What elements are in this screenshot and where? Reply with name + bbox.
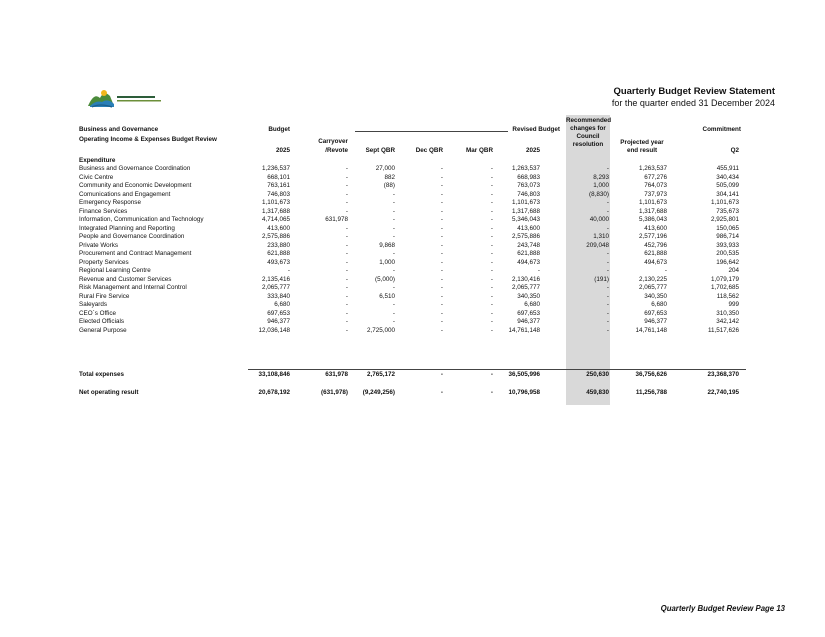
cell-sept-qbr: 9,868: [379, 241, 395, 249]
cell-sept-qbr: -: [392, 199, 395, 206]
cell-revised-budget: 668,983: [517, 173, 540, 181]
cell-mar-qbr: -: [490, 258, 493, 266]
cell-recommended: 8,293: [593, 173, 609, 181]
cell-sept-qbr: (9,249,256): [362, 389, 395, 396]
cell-commitment-q2: 310,350: [716, 309, 739, 317]
row-label: Risk Management and Internal Control: [79, 284, 187, 291]
cell-revised-budget: 2,575,886: [511, 233, 540, 240]
cell-projected: 2,130,225: [638, 275, 667, 283]
cell-revised-budget: 36,505,996: [508, 371, 540, 378]
cell-budget: 33,108,846: [258, 371, 290, 378]
row-label: Comunications and Engagement: [79, 190, 171, 198]
cell-carryover: -: [345, 224, 348, 232]
cell-commitment-q2: 2,925,801: [710, 216, 739, 223]
cell-recommended: 250,630: [586, 371, 609, 378]
cell-recommended: 459,830: [586, 389, 609, 396]
cell-carryover: -: [345, 258, 348, 266]
cell-dec-qbr: -: [440, 207, 443, 215]
cell-mar-qbr: -: [490, 216, 493, 223]
cell-mar-qbr: -: [490, 173, 493, 181]
cell-projected: 737,973: [644, 190, 667, 198]
projected-header: Projected year end result: [620, 139, 664, 154]
cell-sept-qbr: 6,510: [379, 292, 395, 300]
cell-dec-qbr: -: [440, 216, 443, 223]
cell-projected: 413,600: [644, 224, 667, 232]
cell-dec-qbr: -: [440, 326, 443, 334]
cell-commitment-q2: 150,065: [716, 224, 739, 232]
cell-sept-qbr: -: [392, 267, 395, 274]
cell-projected: 1,101,673: [638, 199, 667, 206]
cell-sept-qbr: 2,725,000: [366, 326, 395, 334]
cell-budget: 413,600: [267, 224, 290, 232]
cell-mar-qbr: -: [490, 199, 493, 206]
cell-revised-budget: 1,263,537: [511, 165, 540, 172]
cell-budget: 946,377: [267, 318, 290, 325]
cell-sept-qbr: (5,000): [375, 275, 395, 283]
cell-mar-qbr: -: [490, 318, 493, 325]
cell-carryover: -: [345, 165, 348, 172]
cell-budget: -: [287, 267, 290, 274]
row-label: CEO`s Office: [79, 309, 116, 317]
cell-mar-qbr: -: [490, 182, 493, 189]
cell-recommended: -: [606, 224, 609, 232]
cell-revised-budget: 763,073: [517, 182, 540, 189]
cell-dec-qbr: -: [440, 250, 443, 257]
cell-projected: 1,263,537: [638, 165, 667, 172]
cell-carryover: 631,978: [325, 371, 348, 378]
cell-sept-qbr: (88): [383, 182, 395, 189]
cell-revised-budget: 946,377: [517, 318, 540, 325]
cell-sept-qbr: 2,765,172: [366, 371, 395, 378]
cell-projected: 11,256,788: [635, 389, 667, 396]
statement-heading: Operating Income & Expenses Budget Review: [79, 136, 217, 143]
revised-budget-header: Revised Budget: [512, 126, 560, 133]
cell-revised-budget: 621,888: [517, 250, 540, 257]
cell-carryover: -: [345, 318, 348, 325]
revised-year-header: 2025: [525, 147, 540, 154]
cell-budget: 4,714,065: [261, 216, 290, 223]
cell-mar-qbr: -: [490, 267, 493, 274]
cell-mar-qbr: -: [490, 292, 493, 300]
cell-recommended: -: [606, 326, 609, 334]
totals-rule: [248, 369, 746, 370]
recommended-header: Recommended changes for Council resolution: [566, 117, 612, 148]
cell-carryover: -: [345, 250, 348, 257]
cell-commitment-q2: 118,562: [716, 292, 739, 300]
cell-recommended: -: [606, 309, 609, 317]
cell-revised-budget: 2,130,416: [511, 275, 540, 283]
cell-mar-qbr: -: [490, 165, 493, 172]
budget-year-header: 2025: [275, 147, 290, 154]
cell-dec-qbr: -: [440, 371, 443, 378]
cell-projected: 5,386,043: [638, 216, 667, 223]
row-label: Community and Economic Development: [79, 182, 192, 189]
cell-sept-qbr: -: [392, 216, 395, 223]
cell-dec-qbr: -: [440, 199, 443, 206]
cell-carryover: -: [345, 199, 348, 206]
cell-carryover: -: [345, 267, 348, 274]
cell-budget: 746,803: [267, 190, 290, 198]
cell-carryover: 631,978: [325, 216, 348, 223]
cell-projected: 452,796: [644, 241, 667, 249]
sept-qbr-header: Sept QBR: [365, 147, 395, 154]
cell-mar-qbr: -: [490, 241, 493, 249]
row-label: Civic Centre: [79, 173, 114, 181]
cell-mar-qbr: -: [490, 207, 493, 215]
cell-carryover: -: [345, 182, 348, 189]
cell-dec-qbr: -: [440, 275, 443, 283]
cell-carryover: -: [345, 292, 348, 300]
cell-dec-qbr: -: [440, 190, 443, 198]
cell-dec-qbr: -: [440, 267, 443, 274]
report-subtitle: for the quarter ended 31 December 2024: [611, 98, 775, 108]
cell-revised-budget: 243,748: [517, 241, 540, 249]
cell-mar-qbr: -: [490, 275, 493, 283]
table-row: [0, 328, 825, 337]
expenditure-heading: Expenditure: [79, 157, 116, 164]
cell-budget: 621,888: [267, 250, 290, 257]
cell-projected: 677,276: [644, 173, 667, 181]
cell-recommended: (8,830): [589, 190, 609, 198]
cell-dec-qbr: -: [440, 389, 443, 396]
cell-budget: 233,880: [267, 241, 290, 249]
cell-recommended: -: [606, 301, 609, 308]
cell-mar-qbr: -: [490, 224, 493, 232]
cell-mar-qbr: -: [490, 190, 493, 198]
cell-commitment-q2: 200,535: [716, 250, 739, 257]
row-label: Procurement and Contract Management: [79, 250, 192, 257]
cell-carryover: -: [345, 190, 348, 198]
cell-commitment-q2: 505,099: [716, 182, 739, 189]
cell-dec-qbr: -: [440, 258, 443, 266]
cell-mar-qbr: -: [490, 309, 493, 317]
cell-projected: -: [664, 267, 667, 274]
cell-sept-qbr: -: [392, 309, 395, 317]
mar-qbr-header: Mar QBR: [466, 147, 493, 154]
row-label: Private Works: [79, 241, 119, 249]
cell-revised-budget: 10,796,958: [508, 389, 540, 396]
cell-dec-qbr: -: [440, 292, 443, 300]
page-footer: Quarterly Budget Review Page 13: [660, 604, 785, 613]
cell-recommended: -: [606, 267, 609, 274]
cell-mar-qbr: -: [490, 284, 493, 291]
cell-projected: 1,317,688: [638, 207, 667, 215]
cell-revised-budget: 2,065,777: [511, 284, 540, 291]
cell-recommended: -: [606, 292, 609, 300]
cell-budget: 2,065,777: [261, 284, 290, 291]
section-heading: Business and Governance: [79, 126, 159, 133]
cell-budget: 1,101,673: [261, 199, 290, 206]
council-logo: [86, 86, 166, 110]
cell-mar-qbr: -: [490, 326, 493, 334]
cell-budget: 333,840: [267, 292, 290, 300]
cell-commitment-q2: 1,101,673: [710, 199, 739, 206]
budget-header: Budget: [268, 126, 290, 133]
cell-commitment-q2: 986,714: [716, 233, 739, 240]
cell-budget: 6,680: [274, 301, 290, 308]
cell-recommended: 209,048: [586, 241, 609, 249]
revote-header: /Revote: [325, 147, 348, 154]
cell-sept-qbr: -: [392, 284, 395, 291]
cell-dec-qbr: -: [440, 309, 443, 317]
cell-sept-qbr: 27,000: [375, 165, 395, 172]
report-title: Quarterly Budget Review Statement: [613, 86, 775, 97]
cell-dec-qbr: -: [440, 182, 443, 189]
cell-commitment-q2: 1,702,685: [710, 284, 739, 291]
row-label: Business and Governance Coordination: [79, 165, 191, 172]
cell-recommended: 1,000: [593, 182, 609, 189]
qbr-group-rule: [355, 131, 508, 132]
cell-commitment-q2: 735,673: [716, 207, 739, 215]
cell-mar-qbr: -: [490, 233, 493, 240]
cell-projected: 2,065,777: [638, 284, 667, 291]
cell-recommended: -: [606, 318, 609, 325]
cell-recommended: (191): [594, 275, 609, 283]
cell-mar-qbr: -: [490, 250, 493, 257]
cell-carryover: -: [345, 309, 348, 317]
cell-budget: 12,036,148: [258, 326, 290, 334]
total-expenses-row: [0, 372, 825, 381]
cell-commitment-q2: 23,368,370: [707, 371, 739, 378]
cell-commitment-q2: 999: [728, 301, 739, 308]
cell-commitment-q2: 196,642: [716, 258, 739, 266]
cell-carryover: -: [345, 233, 348, 240]
cell-revised-budget: 1,101,673: [511, 199, 540, 206]
cell-mar-qbr: -: [490, 371, 493, 378]
cell-sept-qbr: -: [392, 190, 395, 198]
cell-dec-qbr: -: [440, 284, 443, 291]
cell-carryover: -: [345, 173, 348, 181]
cell-commitment-q2: 22,740,195: [707, 389, 739, 396]
cell-budget: 20,678,192: [258, 389, 290, 396]
cell-projected: 946,377: [644, 318, 667, 325]
row-label: Information, Communication and Technology: [79, 216, 204, 223]
cell-dec-qbr: -: [440, 301, 443, 308]
cell-dec-qbr: -: [440, 318, 443, 325]
cell-dec-qbr: -: [440, 233, 443, 240]
carryover-header: Carryover: [318, 138, 348, 145]
cell-carryover: -: [345, 326, 348, 334]
row-label: Rural Fire Service: [79, 292, 130, 300]
row-label: General Purpose: [79, 326, 127, 334]
cell-sept-qbr: -: [392, 207, 395, 215]
cell-budget: 493,673: [267, 258, 290, 266]
cell-revised-budget: 1,317,688: [511, 207, 540, 215]
commitment-header: Commitment: [702, 126, 741, 133]
cell-projected: 621,888: [644, 250, 667, 257]
cell-budget: 1,317,688: [261, 207, 290, 215]
cell-budget: 668,101: [267, 173, 290, 181]
row-label: Integrated Planning and Reporting: [79, 224, 175, 232]
cell-recommended: -: [606, 284, 609, 291]
cell-projected: 2,577,196: [638, 233, 667, 240]
cell-carryover: -: [345, 284, 348, 291]
cell-recommended: -: [606, 258, 609, 266]
cell-commitment-q2: 304,141: [716, 190, 739, 198]
cell-carryover: -: [345, 241, 348, 249]
cell-mar-qbr: -: [490, 389, 493, 396]
net-operating-row: [0, 390, 825, 399]
cell-carryover: -: [345, 275, 348, 283]
cell-revised-budget: 6,680: [524, 301, 540, 308]
cell-revised-budget: 697,653: [517, 309, 540, 317]
cell-projected: 494,673: [644, 258, 667, 266]
row-label: Elected Officials: [79, 318, 125, 325]
cell-dec-qbr: -: [440, 241, 443, 249]
cell-budget: 2,575,886: [261, 233, 290, 240]
cell-sept-qbr: -: [392, 301, 395, 308]
cell-commitment-q2: 1,079,179: [710, 275, 739, 283]
cell-dec-qbr: -: [440, 165, 443, 172]
cell-projected: 36,756,626: [635, 371, 667, 378]
cell-recommended: -: [606, 207, 609, 215]
cell-budget: 697,653: [267, 309, 290, 317]
cell-commitment-q2: 11,517,626: [707, 326, 739, 334]
row-label: Regional Learning Centre: [79, 267, 151, 274]
cell-recommended: -: [606, 165, 609, 172]
cell-projected: 697,653: [644, 309, 667, 317]
cell-dec-qbr: -: [440, 173, 443, 181]
row-label: Revenue and Customer Services: [79, 275, 172, 283]
cell-sept-qbr: -: [392, 318, 395, 325]
cell-mar-qbr: -: [490, 301, 493, 308]
row-label: Property Services: [79, 258, 129, 266]
cell-carryover: (631,978): [321, 389, 348, 396]
cell-projected: 340,350: [644, 292, 667, 300]
cell-sept-qbr: 882: [384, 173, 395, 181]
cell-commitment-q2: 340,434: [716, 173, 739, 181]
cell-budget: 763,161: [267, 182, 290, 189]
cell-revised-budget: 14,761,148: [508, 326, 540, 334]
cell-commitment-q2: 455,911: [716, 165, 739, 172]
row-label: Saleyards: [79, 301, 108, 308]
cell-carryover: -: [345, 207, 348, 215]
cell-carryover: -: [345, 301, 348, 308]
row-label: Finance Services: [79, 207, 128, 215]
cell-sept-qbr: -: [392, 233, 395, 240]
dec-qbr-header: Dec QBR: [415, 147, 443, 154]
cell-revised-budget: 494,673: [517, 258, 540, 266]
cell-projected: 14,761,148: [635, 326, 667, 334]
row-label: Net operating result: [79, 389, 139, 396]
cell-projected: 6,680: [651, 301, 667, 308]
cell-sept-qbr: -: [392, 224, 395, 232]
cell-recommended: -: [606, 250, 609, 257]
row-label: Total expenses: [79, 371, 125, 378]
cell-revised-budget: -: [537, 267, 540, 274]
cell-sept-qbr: -: [392, 250, 395, 257]
cell-revised-budget: 5,346,043: [511, 216, 540, 223]
cell-commitment-q2: 393,933: [716, 241, 739, 249]
cell-dec-qbr: -: [440, 224, 443, 232]
cell-commitment-q2: 342,142: [716, 318, 739, 325]
cell-budget: 1,236,537: [261, 165, 290, 172]
cell-commitment-q2: 204: [728, 267, 739, 274]
cell-sept-qbr: 1,000: [379, 258, 395, 266]
row-label: People and Governance Coordination: [79, 233, 185, 240]
cell-budget: 2,135,416: [261, 275, 290, 283]
cell-recommended: -: [606, 199, 609, 206]
cell-recommended: 1,310: [593, 233, 609, 240]
cell-projected: 764,073: [644, 182, 667, 189]
row-label: Emergency Response: [79, 199, 141, 206]
cell-revised-budget: 413,600: [517, 224, 540, 232]
cell-revised-budget: 340,350: [517, 292, 540, 300]
cell-recommended: 40,000: [589, 216, 609, 223]
cell-revised-budget: 746,803: [517, 190, 540, 198]
q2-header: Q2: [730, 147, 739, 154]
